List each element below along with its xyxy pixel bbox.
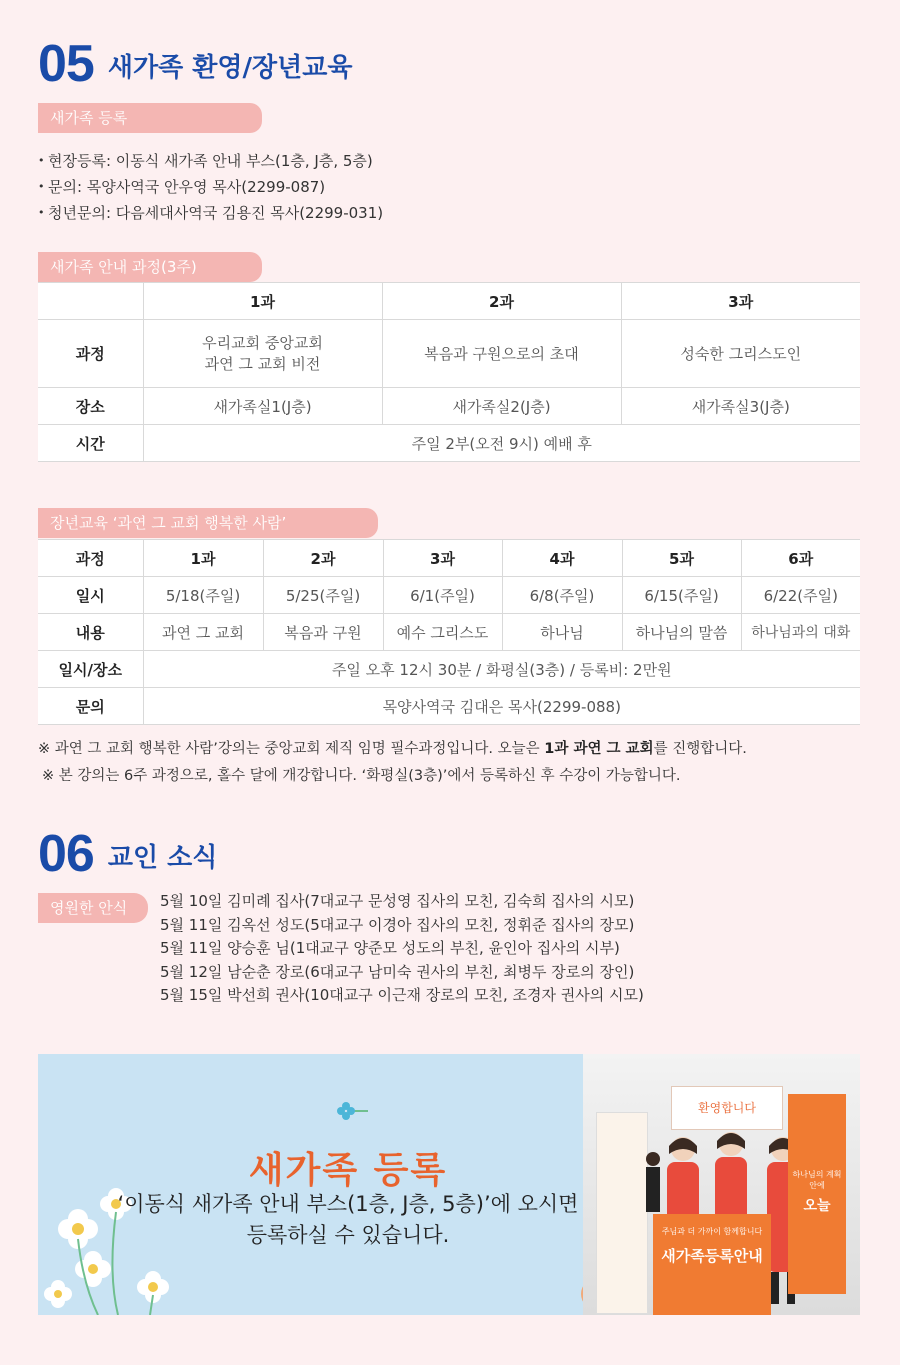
table-row [38, 688, 860, 725]
table-header: 1과 [143, 540, 263, 577]
table-cell: 하나님과의 대화 [741, 614, 860, 651]
row-label: 과정 [38, 540, 143, 577]
table-cell: 예수 그리스도 [383, 614, 502, 651]
list-item: 5월 10일 김미례 집사(7대교구 문성영 집사의 모친, 김숙희 집사의 시모) [160, 892, 635, 910]
list-item: 5월 15일 박선희 권사(10대교구 이근재 장로의 모친, 조경자 권사의 시모) [160, 986, 644, 1004]
table-cell [38, 283, 143, 320]
course-note: ※ 본 강의는 6주 과정으로, 홀수 달에 개강합니다. ‘화평실(3층)’에서 등록하신 후 수강이 가능합니다. [42, 768, 681, 784]
table-cell: 6/8(주일) [502, 577, 622, 614]
section-title: 교인 소식 [107, 842, 218, 873]
table-cell: 하나님의 말씀 [622, 614, 741, 651]
list-item: • 청년문의: 다음세대사역국 김용진 목사(2299-031) [38, 200, 383, 226]
table-row [38, 425, 860, 462]
section-05-header [38, 35, 353, 93]
row-label: 일시/장소 [38, 651, 143, 688]
desk-small-text: 주님과 더 가까이 함께합니다 [661, 1227, 763, 1236]
cell-line: 우리교회 중앙교회 [202, 333, 323, 352]
table-header: 3과 [383, 540, 502, 577]
banner-title: 새가족 등록 [248, 1150, 448, 1191]
row-label: 장소 [38, 388, 143, 425]
table-row [38, 540, 860, 577]
row-label: 일시 [38, 577, 143, 614]
table-header: 6과 [741, 540, 860, 577]
table-cell: 복음과 구원으로의 초대 [382, 320, 621, 388]
table-cell [143, 320, 382, 388]
section-number: 05 [38, 35, 94, 93]
registration-banner [38, 1054, 860, 1315]
note-text: 를 진행합니다. [653, 741, 747, 757]
new-family-registration-pill: 새가족 등록 [38, 103, 262, 133]
list-item: 5월 11일 양승훈 님(1대교구 양준모 성도의 부친, 윤인아 집사의 시부) [160, 939, 620, 957]
desk-sign: 새가족등록안내 [661, 1247, 763, 1265]
table-row [38, 388, 860, 425]
cell-line: 과연 그 교회 비전 [204, 354, 321, 373]
new-family-course-pill: 새가족 안내 과정(3주) [38, 252, 262, 282]
table-row [38, 614, 860, 651]
note-text: ※ 과연 그 교회 행복한 사람’강의는 중앙교회 제직 임명 필수과정입니다. 오늘은 [38, 741, 545, 757]
banner-big-text: 오늘 [803, 1198, 831, 1214]
row-label: 문의 [38, 688, 143, 725]
section-06-header [38, 825, 218, 883]
table-row [38, 577, 860, 614]
table-cell: 6/15(주일) [622, 577, 741, 614]
registration-desk [653, 1214, 771, 1315]
row-label: 과정 [38, 320, 143, 388]
table-header: 2과 [382, 283, 621, 320]
standing-banner [788, 1094, 846, 1294]
table-header: 2과 [263, 540, 383, 577]
row-label: 시간 [38, 425, 143, 462]
table-cell: 새가족실2(J층) [382, 388, 621, 425]
table-cell: 과연 그 교회 [143, 614, 263, 651]
standing-banner [596, 1112, 648, 1314]
course-note [38, 736, 747, 763]
table-cell: 새가족실3(J층) [621, 388, 860, 425]
table-header: 4과 [502, 540, 622, 577]
registration-booth-photo [583, 1054, 860, 1315]
section-title: 새가족 환영/장년교육 [107, 52, 353, 83]
table-cell: 목양사역국 김대은 목사(2299-088) [143, 688, 860, 725]
row-label: 내용 [38, 614, 143, 651]
table-cell: 5/18(주일) [143, 577, 263, 614]
table-cell: 하나님 [502, 614, 622, 651]
note-highlight: 1과 과연 그 교회 [544, 741, 654, 757]
table-cell: 주일 2부(오전 9시) 예배 후 [143, 425, 860, 462]
table-row [38, 651, 860, 688]
obituary-list [160, 890, 644, 1008]
table-cell: 5/25(주일) [263, 577, 383, 614]
table-header: 1과 [143, 283, 382, 320]
adult-education-pill: 장년교육 ‘과연 그 교회 행복한 사람’ [38, 508, 378, 538]
table-cell: 성숙한 그리스도인 [621, 320, 860, 388]
list-item: • 문의: 목양사역국 안우영 목사(2299-087) [38, 174, 383, 200]
table-cell: 6/22(주일) [741, 577, 860, 614]
adult-education-table [38, 539, 860, 725]
table-header: 5과 [622, 540, 741, 577]
table-cell: 주일 오후 12시 30분 / 화평실(3층) / 등록비: 2만원 [143, 651, 860, 688]
table-row [38, 320, 860, 388]
welcome-sign: 환영합니다 [671, 1086, 783, 1130]
registration-info-list [38, 148, 383, 226]
table-row [38, 283, 860, 320]
table-cell: 새가족실1(J층) [143, 388, 382, 425]
new-family-course-table [38, 282, 860, 462]
obituary-pill: 영원한 안식 [38, 893, 148, 923]
banner-small-text: 하나님의 계획 안에 [792, 1170, 842, 1190]
list-item: 5월 11일 김옥선 성도(5대교구 이경아 집사의 모친, 정휘준 집사의 장모) [160, 915, 635, 934]
table-cell: 복음과 구원 [263, 614, 383, 651]
list-item: 5월 12일 남순춘 장로(6대교구 남미숙 권사의 부친, 최병두 장로의 장인) [160, 962, 635, 981]
list-item: • 현장등록: 이동식 새가족 안내 부스(1층, J층, 5층) [38, 148, 383, 174]
table-header: 3과 [621, 283, 860, 320]
section-number: 06 [38, 825, 94, 883]
banner-text: 등록하실 수 있습니다. [246, 1223, 450, 1247]
banner-text: ‘이동식 새가족 안내 부스(1층, J층, 5층)’에 오시면 [117, 1192, 579, 1216]
table-cell: 6/1(주일) [383, 577, 502, 614]
